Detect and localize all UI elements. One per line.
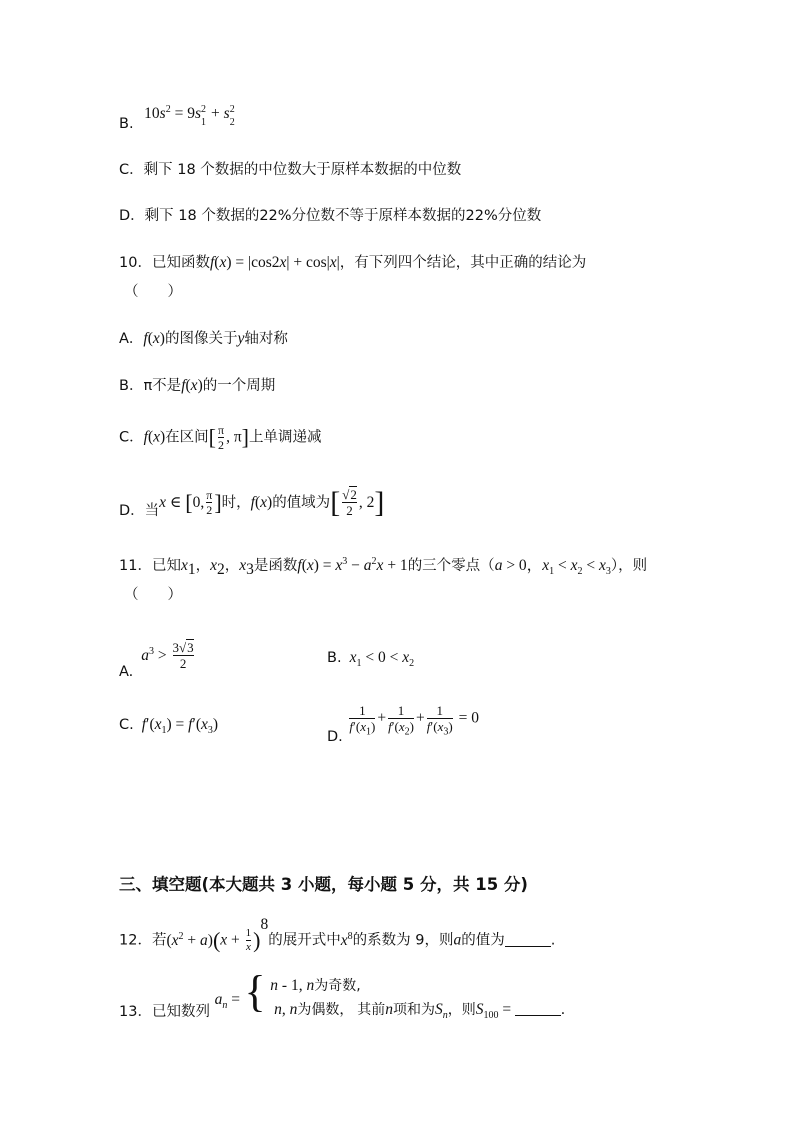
formula: f (209, 254, 215, 271)
option-b-q10: B．π不是f(x)的一个周期 (119, 377, 276, 394)
paren-q11: （ ） (124, 587, 182, 603)
section-heading: 三、填空题(本大题共 3 小题，每小题 5 分，共 15 分) (119, 875, 528, 894)
option-b-q9 (119, 103, 240, 132)
answer-blank[interactable] (515, 1015, 561, 1016)
formula: $10s^2 = 9s_1^2 + s_2^2$ (144, 103, 235, 129)
option-c-q9: C．剩下 18 个数据的中位数大于原样本数据的中位数 (119, 162, 462, 178)
option-label: B. (119, 116, 134, 132)
question-10: 10．已知函数f(x) = |cos2x| + cos|x|，有下列四个结论，其中正确的结论为 (119, 254, 587, 271)
question-text: ，有下列四个结论，其中正确的结论为 (339, 255, 587, 271)
option-a-q10: A．f(x)的图像关于y轴对称 (119, 330, 288, 347)
question-number: 10．已知函数 (119, 255, 210, 271)
option-c-q10: C．f(x)在区间[ $\frac{\pi}{2}$ , π]上单调递减 (119, 423, 322, 452)
question-13: 13．已知数列 $a_n$ = { n - 1, n为奇数, n, n为偶数， 其前n项和为$S_n$，则$S_{100}$ = . (119, 967, 565, 1021)
option-d-q11: D. $\frac{1}{f'(x_1)}$ + $\frac{1}{f'(x_2)}$ + $\frac{1}{f'(x_3)}$ = 0 (327, 703, 479, 745)
option-b-q11: B. $x_1 < 0 < x_2$ (327, 649, 415, 670)
paren-q10: （ ） (124, 284, 182, 300)
option-a-q11: $A.a^3$ > $\frac{3√3}{2}$ (119, 640, 194, 680)
answer-blank[interactable] (505, 946, 551, 947)
option-d-q9: D．剩下 18 个数据的22%分位数不等于原样本数据的22%分位数 (119, 208, 542, 224)
question-12: 12．若$(x^2 + a)(x$ + $\frac{1}{x}$ )$^8$的展开式中$x^8$的系数为 9，则a的值为 . (119, 915, 556, 953)
option-c-q11: C. $f'(x_1) = f'(x_3)$ (119, 716, 219, 737)
option-d-q10: D．当x ∈ [0, $\frac{\pi}{2}$ ]时，f(x)的值域为[ $\frac{√2}{2}$ , 2] (119, 486, 385, 519)
question-11: 11．已知$x_1$，$x_2$，$x_3$是函数$f(x) = x^3 - a^2x + 1$的三个零点（a > 0，$x_1 < x_2 < x_3$），则 (119, 555, 648, 578)
